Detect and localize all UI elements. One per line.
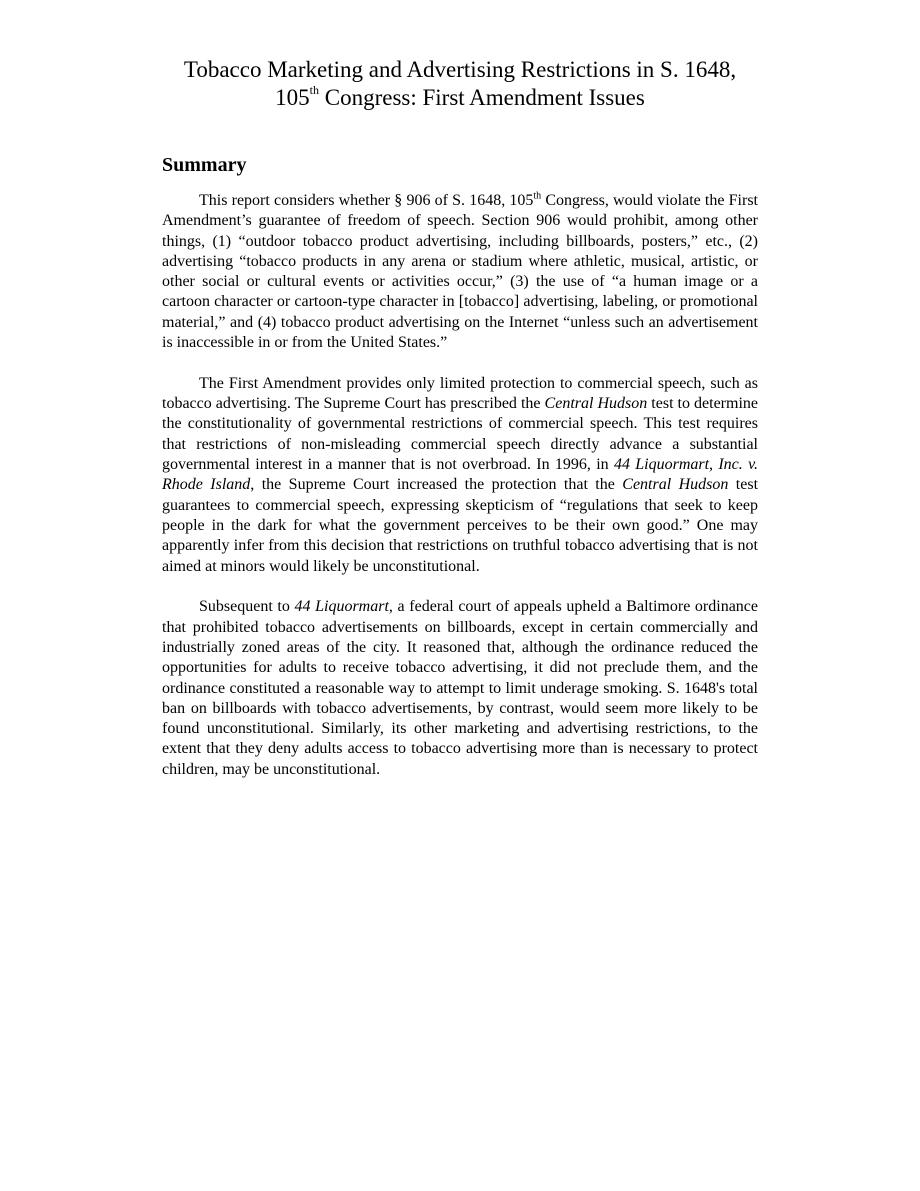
p2-case-44-liquormart: 44 Liquormart, Inc. v. Rhode Island xyxy=(162,456,759,494)
title-line-1: Tobacco Marketing and Advertising Restrictions in S. 1648, xyxy=(183,57,737,82)
summary-paragraph-2 xyxy=(162,374,758,577)
title-line-2-prefix: 105 xyxy=(275,85,310,110)
summary-heading: Summary xyxy=(162,154,247,176)
p1-text-b: Congress, would violate the First Amendment’s guarantee of freedom of speech. Section 906 would prohibit, among other things, (1) “outdoor tobacco product advertising, including billboards, posters,” etc., (2) advertising “tobacco products in any arena or stadium where athletic, musical, artistic, or other social or cultural events or activities occur,” (3) the use of “a human image or a cartoon character or cartoon-type character in [tobacco] advertising, labeling, or promotional material,” and (4) tobacco product advertising on the Internet “unless such an advertisement is inaccessible in or from the United States.” xyxy=(162,192,758,352)
p2-case-central-hudson-2: Central Hudson xyxy=(622,476,729,494)
p1-sup: th xyxy=(533,190,542,202)
summary-paragraph-3 xyxy=(162,597,758,780)
p2-text-d: test guarantees to commercial speech, expressing skepticism of “regulations that seek to keep people in the dark for what the government perceives to be their own good.” One may apparently infer from this decision that restrictions on truthful tobacco advertising that is not aimed at minors would likely be unconstitutional. xyxy=(162,476,759,575)
summary-paragraph-1 xyxy=(162,191,758,353)
p2-text-a: The First Amendment provides only limited protection to commercial speech, such as tobacco advertising. The Supreme Court has prescribed the xyxy=(162,374,758,413)
p1-text-a: This report considers whether § 906 of S. 1648, 105 xyxy=(199,192,534,209)
p2-text-b: test to determine the constitutionality of governmental restrictions of commercial speech. This test requires that restrictions of non-misleading commercial speech directly advance a substantial governmental interest in a manner that is not overbroad. In 1996, in xyxy=(162,395,759,474)
p3-text-a: Subsequent to xyxy=(199,598,295,616)
document-page xyxy=(162,56,758,801)
title-line-2-sup: th xyxy=(309,83,319,98)
p2-case-central-hudson-1: Central Hudson xyxy=(544,395,648,413)
p3-case-44-liquormart: 44 Liquormart xyxy=(294,598,389,616)
p2-text-c: , the Supreme Court increased the protection that the xyxy=(250,476,623,494)
title-line-2-suffix: Congress: First Amendment Issues xyxy=(319,85,645,110)
document-title xyxy=(162,56,758,112)
p3-text-b: , a federal court of appeals upheld a Baltimore ordinance that prohibited tobacco advertisements on billboards, except in certain commercially and industrially zoned areas of the city. It reasoned that, although the ordinance reduced the opportunities for adults to receive tobacco advertising, it did not preclude them, and the ordinance constituted a reasonable way to attempt to limit underage smoking. S. 1648's total ban on billboards with tobacco advertisements, by contrast, would seem more likely to be found unconstitutional. Similarly, its other marketing and advertising restrictions, to the extent that they deny adults access to tobacco advertising more than is necessary to protect children, may be unconstitutional. xyxy=(162,598,759,778)
